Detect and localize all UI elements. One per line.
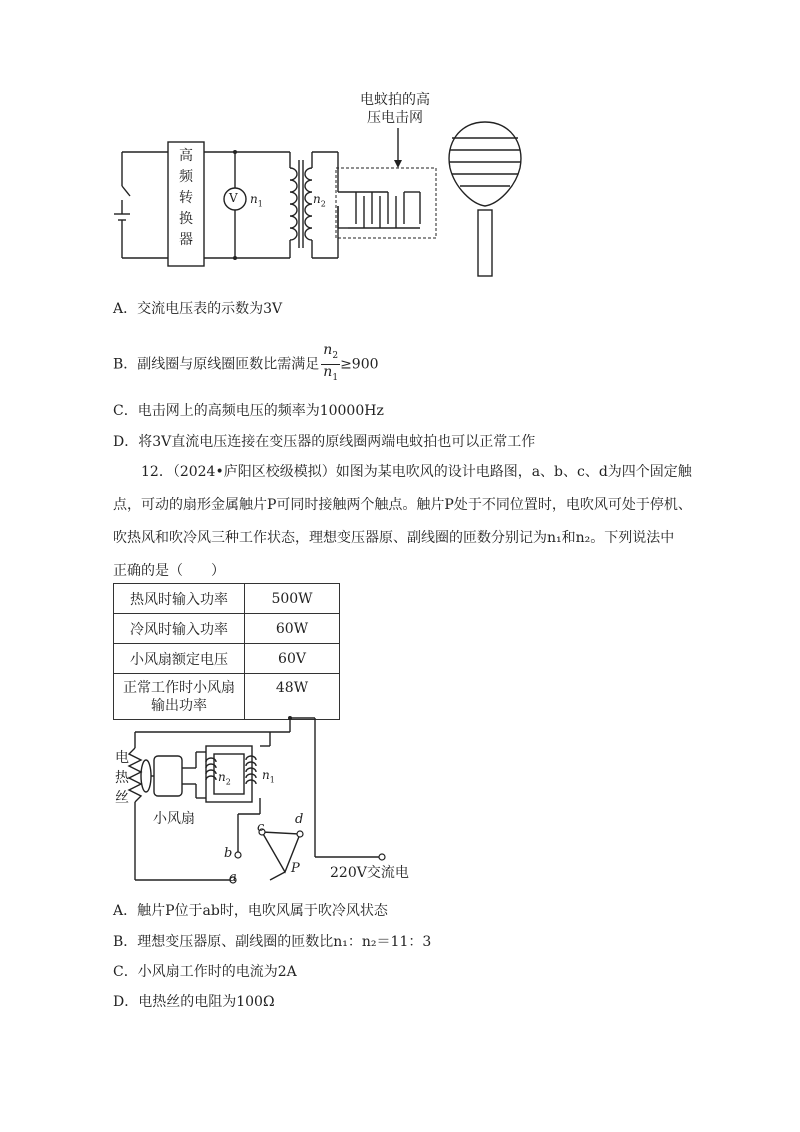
table-row — [114, 584, 340, 614]
spec-table — [113, 583, 340, 720]
swatter-net-label-line2: 压电击网 — [367, 110, 423, 126]
table-row — [114, 614, 340, 644]
table-cell-value: 60V — [245, 644, 340, 674]
q12-stem — [113, 456, 713, 588]
table-cell-value: 48W — [245, 674, 340, 720]
turns-ratio-fraction: $\frac{n_2}{n_1}$ — [323, 342, 339, 383]
contact-a-label: a — [229, 870, 237, 885]
contact-c-label: c — [257, 820, 265, 835]
swatter-circuit-diagram — [100, 88, 530, 288]
converter-char: 转 — [179, 190, 193, 206]
table-cell-label: 冷风时输入功率 — [114, 614, 245, 644]
n2-coil-label: $n_2$ — [218, 770, 231, 787]
table-cell-label: 正常工作时小风扇 输出功率 — [114, 674, 245, 720]
q11-option-b-suffix: ≥900 — [340, 356, 379, 373]
q12-line-2: 点，可动的扇形金属触片P可同时接触两个触点。触片P处于不同位置时，电吹风可处于停机、 — [113, 497, 692, 513]
q12-option-d: D．电热丝的电阻为100Ω — [113, 994, 275, 1010]
swatter-net-label — [350, 91, 440, 127]
q11-option-a: A．交流电压表的示数为3V — [113, 301, 283, 317]
contact-d-label: d — [295, 812, 304, 827]
q11-option-d: D．将3V直流电压连接在变压器的原线圈两端电蚊拍也可以正常工作 — [113, 434, 536, 450]
converter-char: 换 — [179, 211, 193, 227]
table-row — [114, 644, 340, 674]
q11-option-b-prefix: B．副线圈与原线圈匝数比需满足 — [113, 356, 320, 373]
table-cell-label: 小风扇额定电压 — [114, 644, 245, 674]
n1-label: $n_1$ — [250, 192, 263, 209]
table-cell-value: 60W — [245, 614, 340, 644]
q11-option-c: C．电击网上的高频电压的频率为10000Hz — [113, 403, 384, 419]
fan-label: 小风扇 — [153, 811, 195, 827]
table-cell-label: 热风时输入功率 — [114, 584, 245, 614]
table-cell-value: 500W — [245, 584, 340, 614]
q12-option-a: A．触片P位于ab时，电吹风属于吹冷风状态 — [113, 903, 388, 919]
heater-label: 电 热 丝 — [115, 750, 129, 806]
voltmeter-label: V — [229, 191, 238, 205]
n2-label: $n_2$ — [313, 192, 326, 209]
q11-option-b — [113, 343, 379, 386]
q12-line-4: 正确的是（ ） — [113, 563, 225, 579]
q12-line-3: 吹热风和吹冷风三种工作状态，理想变压器原、副线圈的匝数分别记为n₁和n₂。下列说法中 — [113, 530, 675, 546]
converter-char: 频 — [179, 169, 193, 185]
contact-p-label: P — [291, 861, 300, 876]
n1-coil-label: $n_1$ — [262, 768, 275, 785]
converter-label — [168, 146, 204, 251]
converter-char: 器 — [179, 232, 193, 248]
contact-b-label: b — [224, 846, 233, 861]
converter-char: 高 — [179, 148, 193, 164]
q12-option-c: C．小风扇工作时的电流为2A — [113, 964, 297, 980]
ac-source-label: 220V交流电 — [330, 865, 409, 881]
q12-line-1: 12．（2024•庐阳区校级模拟）如图为某电吹风的设计电路图，a、b、c、d为四个固定触 — [141, 464, 692, 480]
q12-option-b: B．理想变压器原、副线圈的匝数比n₁：n₂＝11：3 — [113, 934, 432, 950]
swatter-net-label-line1: 电蚊拍的高 — [360, 92, 430, 108]
